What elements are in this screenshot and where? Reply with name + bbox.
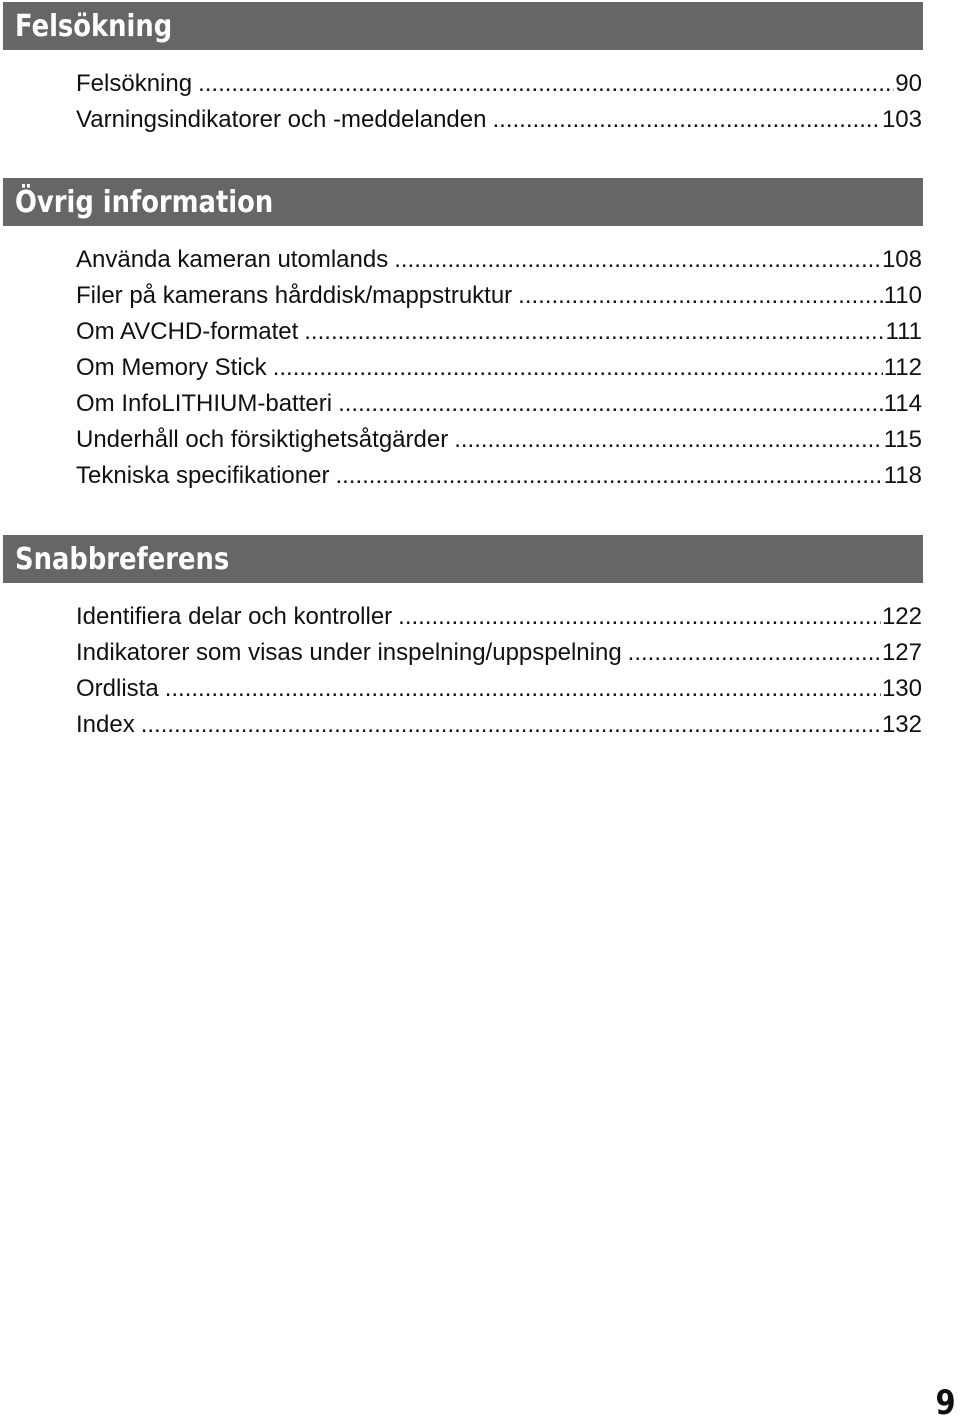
section-header-snabbreferens: [3, 535, 923, 583]
toc-entry-title: Använda kameran utomlands: [76, 246, 389, 273]
toc-entry-page: 122: [881, 603, 922, 630]
dot-leader: [273, 350, 883, 386]
toc-entry-title: Om AVCHD-formatet: [76, 318, 299, 345]
toc-entry[interactable]: [76, 635, 922, 671]
dot-leader: [454, 422, 883, 458]
toc-entry-page: 127: [881, 639, 922, 666]
dot-leader: [141, 707, 881, 743]
toc-entry-page: 115: [883, 426, 922, 453]
dot-leader: [335, 458, 882, 494]
dot-leader: [304, 314, 884, 350]
dot-leader: [518, 278, 883, 314]
section-title: Övrig information: [15, 184, 274, 220]
toc-entry-page: 90: [895, 70, 922, 97]
dot-leader: [165, 671, 881, 707]
section-header-ovrig-information: [3, 178, 923, 226]
toc-entry[interactable]: [76, 350, 922, 386]
toc-entry-title: Tekniska specifikationer: [76, 462, 330, 489]
toc-entry-title: Identifiera delar och kontroller: [76, 603, 393, 630]
toc-entry-page: 132: [881, 711, 922, 738]
toc-entry-title: Om InfoLITHIUM-batteri: [76, 390, 333, 417]
toc-entry-title: Om Memory Stick: [76, 354, 267, 381]
toc-entry-title: Filer på kamerans hårddisk/mappstruktur: [76, 282, 513, 309]
toc-entry-page: 114: [883, 390, 922, 417]
toc-entry[interactable]: [76, 314, 922, 350]
toc-entry[interactable]: [76, 242, 922, 278]
dot-leader: [398, 599, 881, 635]
toc-list-snabbreferens: [76, 599, 922, 743]
toc-entry[interactable]: [76, 66, 922, 102]
toc-list-felsokning: [76, 66, 922, 138]
toc-entry-title: Ordlista: [76, 675, 159, 702]
toc-entry[interactable]: [76, 386, 922, 422]
toc-entry-page: 130: [881, 675, 922, 702]
dot-leader: [628, 635, 881, 671]
section-title: Felsökning: [15, 8, 173, 44]
section-title: Snabbreferens: [15, 541, 230, 577]
dot-leader: [492, 102, 880, 138]
toc-list-ovrig-information: [76, 242, 922, 494]
toc-entry-title: Varningsindikatorer och -meddelanden: [76, 106, 487, 133]
toc-entry[interactable]: [76, 671, 922, 707]
dot-leader: [198, 66, 894, 102]
toc-entry-page: 110: [883, 282, 922, 309]
toc-entry-page: 103: [881, 106, 922, 133]
toc-entry-page: 108: [881, 246, 922, 273]
toc-entry[interactable]: [76, 458, 922, 494]
page-number: 9: [935, 1383, 956, 1423]
toc-entry[interactable]: [76, 707, 922, 743]
toc-entry[interactable]: [76, 278, 922, 314]
dot-leader: [338, 386, 883, 422]
toc-entry-page: 112: [883, 354, 922, 381]
section-header-felsokning: [3, 2, 923, 50]
toc-entry-page: 111: [885, 318, 922, 345]
toc-entry-title: Index: [76, 711, 135, 738]
toc-entry-title: Underhåll och försiktighetsåtgärder: [76, 426, 449, 453]
dot-leader: [394, 242, 881, 278]
toc-entry[interactable]: [76, 422, 922, 458]
toc-entry-page: 118: [883, 462, 922, 489]
toc-entry[interactable]: [76, 102, 922, 138]
toc-entry-title: Indikatorer som visas under inspelning/uppspelning: [76, 639, 622, 666]
toc-entry[interactable]: [76, 599, 922, 635]
toc-entry-title: Felsökning: [76, 70, 193, 97]
